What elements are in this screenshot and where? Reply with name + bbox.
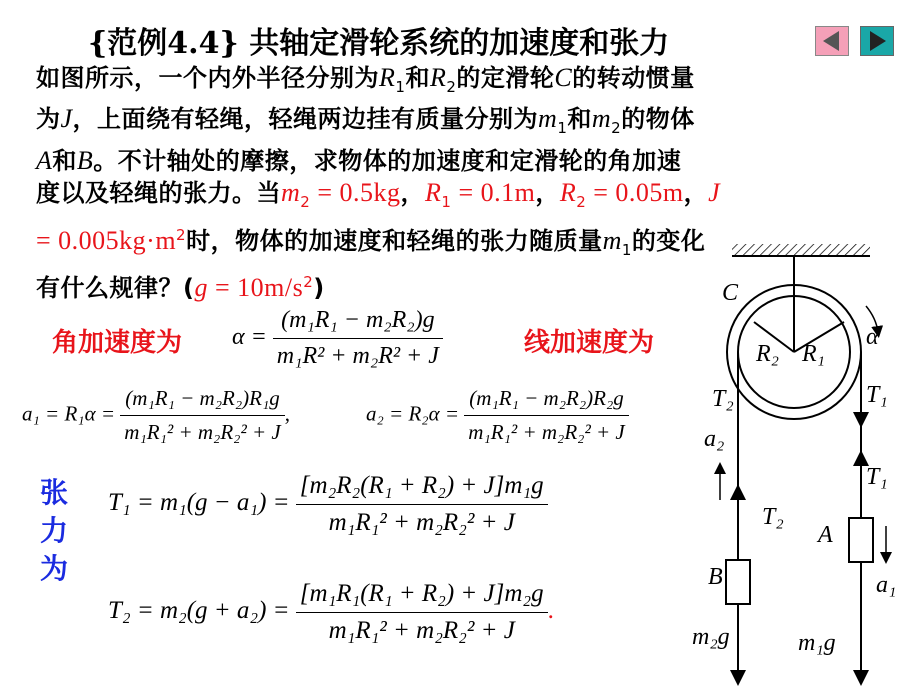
problem-line-4: 度以及轻绳的张力。当$m_2 = 0.5kg$，$R_1 = 0.1m$，$R_2 = 0.05m$，J <box>36 178 721 212</box>
mass-A <box>849 518 873 562</box>
label-T1-mid: T₁ <box>866 464 888 490</box>
label-alpha: α <box>866 324 879 350</box>
label-B: B <box>708 564 723 590</box>
label-R1: R₁ <box>802 341 826 367</box>
a1-equation: a₁ = R₁α = $\frac{\text{(m₁R₁ − m₂R₂)R₁g}}{\text{m₁R₁² + m₂R₂² + J}}$ , <box>22 386 290 444</box>
T2-equation: T₂ = m₂(g + a₂) = $\frac{\text{[m₁R₁(R₁ + R₂) + J]m₂g}}{\text{m₁R₁² + m₂R₂² + J}}$ . <box>108 580 554 644</box>
problem-line-6: 有什么规律？$(g = 10m/s^2)$ <box>36 273 325 303</box>
a2-equation: a₂ = R₂α = $\frac{\text{(m₁R₁ − m₂R₂)R₂g}}{\text{m₁R₁² + m₂R₂² + J}}$ <box>366 386 629 445</box>
problem-line-2: 为J，上面绕有轻绳，轻绳两边挂有质量分别为$m_1$和$m_2$的物体 <box>36 104 695 138</box>
label-T2-top: T₂ <box>712 386 734 412</box>
label-T2-mid: T₂ <box>762 504 784 530</box>
linear-accel-label: 线加速度为 <box>524 328 655 358</box>
label-T1-top: T₁ <box>866 382 888 408</box>
tension-label: 张 力 为 <box>39 476 68 585</box>
alpha-equation: α = $\frac{\text{(m₁R₁ − m₂R₂)g}}{\text{m₁R² + m₂R² + J}}$ <box>232 307 443 370</box>
mass-B <box>726 560 750 604</box>
problem-line-3: A和B。不计轴处的摩擦，求物体的加速度和定滑轮的角加速 <box>36 145 682 175</box>
label-a1: a₁ <box>876 572 897 598</box>
pulley-diagram <box>690 240 918 690</box>
prev-slide-button[interactable] <box>815 26 849 56</box>
problem-line-1: 如图所示，一个内外半径分别为$R_1$和$R_2$的定滑轮C的转动惯量 <box>36 63 695 96</box>
label-R2: R₂ <box>756 341 780 367</box>
label-A: A <box>818 522 833 548</box>
T1-equation: T₁ = m₁(g − a₁) = $\frac{\text{[m₂R₂(R₁ + R₂) + J]m₁g}}{\text{m₁R₁² + m₂R₂² + J}}$ <box>108 472 548 537</box>
label-m2g: m₂g <box>692 624 730 650</box>
slide-title: {范例4.4} 共轴定滑轮系统的加速度和张力 <box>88 26 670 61</box>
label-C: C <box>722 280 739 306</box>
label-a2: a₂ <box>704 426 725 452</box>
problem-line-5: = $0.005kg\cdot m^2$时，物体的加速度和轻绳的张力随质量$m_1$的变化 <box>36 225 706 259</box>
label-m1g: m₁g <box>798 630 836 656</box>
angular-accel-label: 角加速度为 <box>52 328 183 358</box>
ceiling-hatch <box>732 244 870 256</box>
next-slide-button[interactable] <box>860 26 894 56</box>
